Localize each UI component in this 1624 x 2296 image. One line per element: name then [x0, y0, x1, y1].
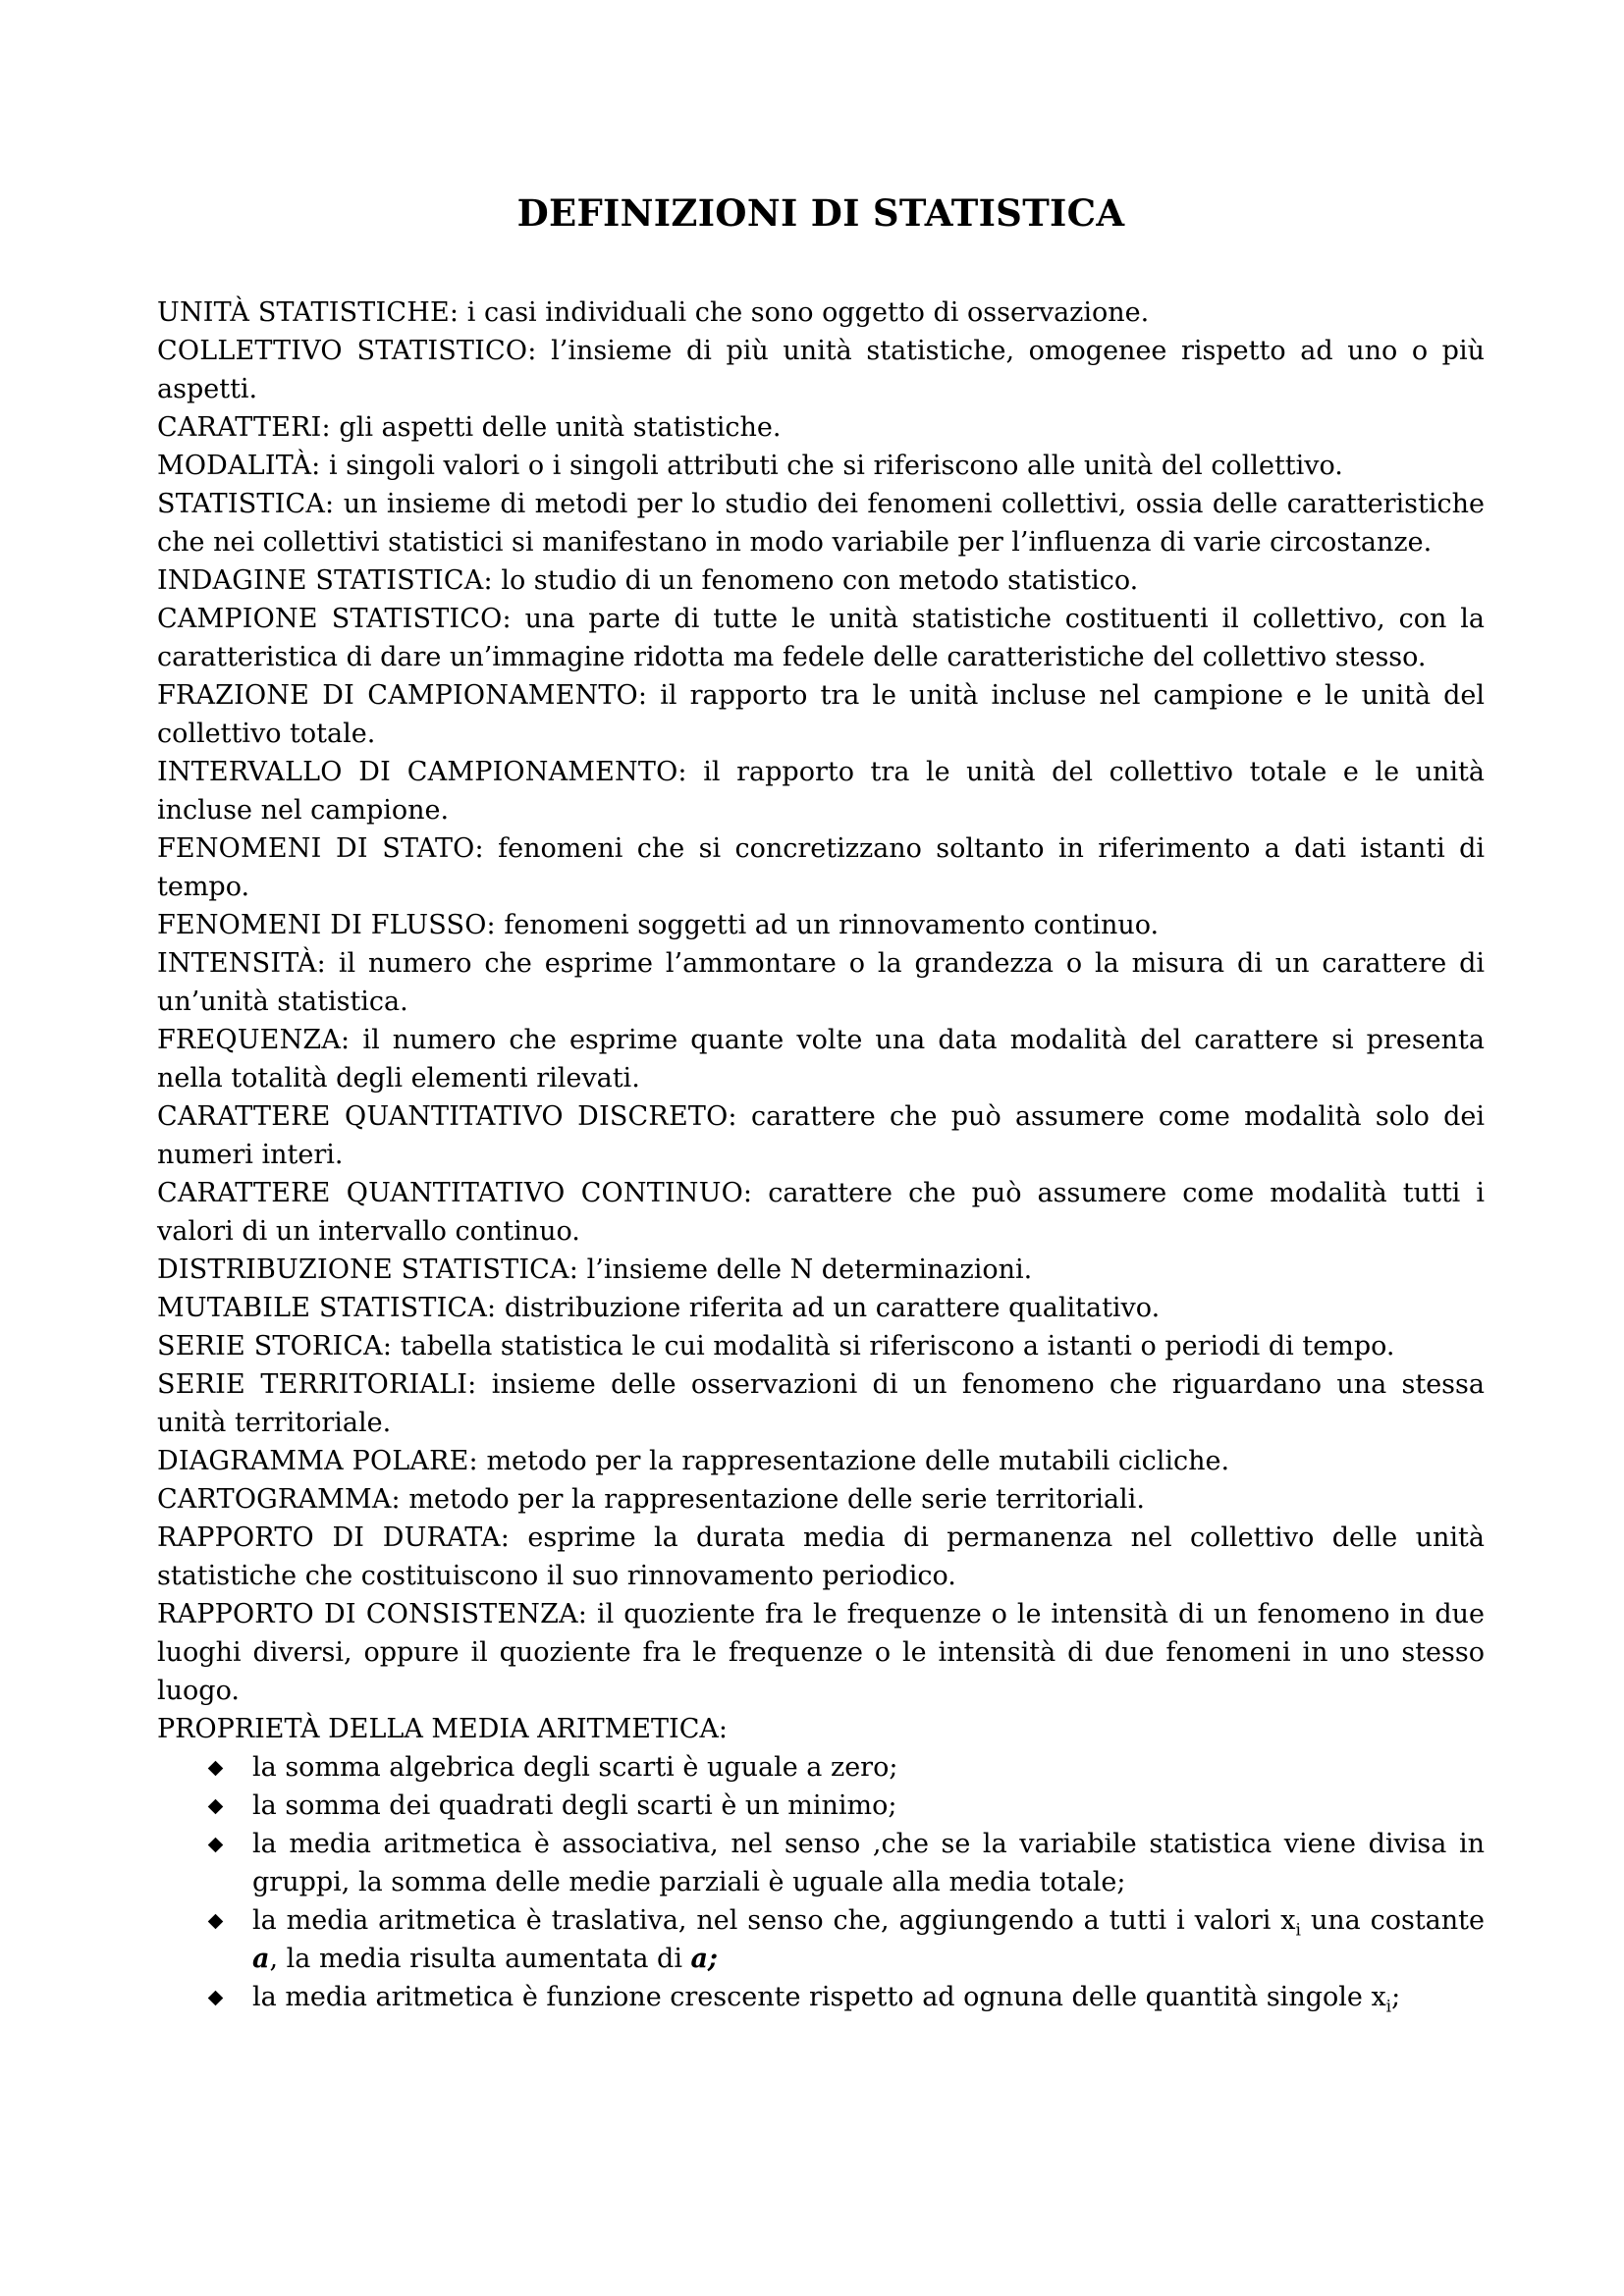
definition-item: [157, 332, 1485, 408]
definition-text: una parte di tutte le unità statistiche costituenti il collettivo, con la caratteristica di dare un’immagine ridotta ma fedele delle caratteristiche del collettivo stesso.: [157, 604, 1485, 673]
definition-term: DISTRIBUZIONE STATISTICA:: [157, 1255, 579, 1286]
definitions-list: [157, 294, 1485, 1710]
property-text: ;: [1391, 1982, 1401, 2013]
definition-item: [157, 829, 1485, 906]
definition-term: FREQUENZA:: [157, 1025, 351, 1056]
definition-text: il rapporto tra le unità incluse nel campione e le unità del collettivo totale.: [157, 680, 1485, 750]
definition-text: gli aspetti delle unità statistiche.: [330, 412, 782, 444]
property-text: la somma algebrica degli scarti è uguale a zero;: [252, 1752, 898, 1784]
definition-item: [157, 1289, 1485, 1327]
property-item: [252, 1978, 1485, 2016]
property-item: [252, 1825, 1485, 1901]
definition-term: INDAGINE STATISTICA:: [157, 565, 493, 597]
definition-item: [157, 1480, 1485, 1519]
definition-text: tabella statistica le cui modalità si riferiscono a istanti o periodi di tempo.: [392, 1331, 1395, 1362]
definition-term: FRAZIONE DI CAMPIONAMENTO:: [157, 680, 648, 712]
document-page: [157, 191, 1485, 2016]
property-item: [252, 1787, 1485, 1825]
diamond-bullet-icon: [208, 1761, 224, 1777]
definition-text: l’insieme di più unità statistiche, omogenee rispetto ad uno o più aspetti.: [157, 336, 1485, 405]
definition-term: DIAGRAMMA POLARE:: [157, 1446, 478, 1477]
definition-text: fenomeni soggetti ad un rinnovamento continuo.: [495, 910, 1160, 941]
subscript-index: i: [1385, 1997, 1392, 2017]
definition-item: [157, 294, 1485, 332]
definition-term: CARATTERE QUANTITATIVO CONTINUO:: [157, 1178, 753, 1209]
definition-item: [157, 1021, 1485, 1097]
definition-text: i casi individuali che sono oggetto di osservazione.: [459, 297, 1150, 329]
definition-item: [157, 485, 1485, 561]
definition-text: carattere che può assumere come modalità solo dei numeri interi.: [157, 1101, 1485, 1171]
definition-item: [157, 408, 1485, 447]
definition-term: INTENSITÀ:: [157, 948, 326, 980]
definition-item: [157, 1595, 1485, 1710]
definition-term: CARTOGRAMMA:: [157, 1484, 401, 1516]
definition-term: RAPPORTO DI DURATA:: [157, 1522, 511, 1554]
definition-text: carattere che può assumere come modalità tutti i valori di un intervallo continuo.: [157, 1178, 1485, 1248]
property-text: una costante: [1300, 1905, 1485, 1937]
property-text: la media aritmetica è funzione crescente rispetto ad ognuna delle quantità singole x: [252, 1982, 1386, 2013]
variable-a: a: [252, 1944, 270, 1975]
definition-term: FENOMENI DI FLUSSO:: [157, 910, 496, 941]
definition-item: [157, 1097, 1485, 1174]
subscript-index: i: [1295, 1920, 1301, 1941]
definition-text: i singoli valori o i singoli attributi che si riferiscono alle unità del collettivo.: [320, 451, 1343, 482]
diamond-bullet-icon: [208, 1799, 224, 1815]
definition-text: il quoziente fra le frequenze o le intensità di un fenomeno in due luoghi diversi, oppure il quoziente fra le frequenze o le intensità di due fenomeni in uno stesso luogo.: [157, 1599, 1485, 1707]
definition-text: esprime la durata media di permanenza nel collettivo delle unità statistiche che costituiscono il suo rinnovamento periodico.: [157, 1522, 1485, 1592]
definition-text: distribuzione riferita ad un carattere qualitativo.: [496, 1293, 1161, 1324]
property-item: [252, 1901, 1485, 1978]
definition-text: il numero che esprime quante volte una data modalità del carattere si presenta nella totalità degli elementi rilevati.: [157, 1025, 1485, 1095]
definition-term: CARATTERI:: [157, 412, 331, 444]
definition-text: insieme delle osservazioni di un fenomeno che riguardano una stessa unità territoriale.: [157, 1369, 1485, 1439]
definition-item: [157, 1519, 1485, 1595]
properties-heading: PROPRIETÀ DELLA MEDIA ARITMETICA:: [157, 1714, 728, 1745]
definition-term: RAPPORTO DI CONSISTENZA:: [157, 1599, 588, 1630]
definition-text: un insieme di metodi per lo studio dei fenomeni collettivi, ossia delle caratteristiche che nei collettivi statistici si manifestano in modo variabile per l’influenza di varie circostanze.: [157, 489, 1485, 559]
definition-term: MUTABILE STATISTICA:: [157, 1293, 497, 1324]
definition-term: SERIE STORICA:: [157, 1331, 393, 1362]
diamond-bullet-icon: [208, 1991, 224, 2006]
definition-item: [157, 1365, 1485, 1442]
definition-item: [157, 676, 1485, 753]
diamond-bullet-icon: [208, 1914, 224, 1930]
diamond-bullet-icon: [208, 1838, 224, 1853]
definition-term: SERIE TERRITORIALI:: [157, 1369, 477, 1401]
definition-item: [157, 561, 1485, 600]
definition-term: MODALITÀ:: [157, 451, 321, 482]
property-text: la media aritmetica è traslativa, nel senso che, aggiungendo a tutti i valori x: [252, 1905, 1296, 1937]
page-title: DEFINIZIONI DI STATISTICA: [516, 191, 1125, 235]
definition-term: INTERVALLO DI CAMPIONAMENTO:: [157, 757, 687, 788]
property-text: , la media risulta aumentata di: [269, 1944, 691, 1975]
definition-item: [157, 1327, 1485, 1365]
definition-text: il numero che esprime l’ammontare o la grandezza o la misura di un carattere di un’unità statistica.: [157, 948, 1485, 1018]
definition-item: [157, 600, 1485, 676]
definition-text: lo studio di un fenomeno con metodo statistico.: [492, 565, 1139, 597]
definition-item: [157, 906, 1485, 944]
definition-term: CAMPIONE STATISTICO:: [157, 604, 512, 635]
properties-list: [157, 1748, 1485, 2016]
definition-term: FENOMENI DI STATO:: [157, 833, 484, 865]
definition-text: metodo per la rappresentazione delle serie territoriali.: [400, 1484, 1145, 1516]
definition-item: [157, 944, 1485, 1021]
property-text: la somma dei quadrati degli scarti è un minimo;: [252, 1790, 897, 1822]
definition-text: fenomeni che si concretizzano soltanto in riferimento a dati istanti di tempo.: [157, 833, 1485, 903]
definition-term: COLLETTIVO STATISTICO:: [157, 336, 537, 367]
definition-text: metodo per la rappresentazione delle mutabili cicliche.: [477, 1446, 1230, 1477]
definition-item: [157, 1442, 1485, 1480]
variable-a: a;: [690, 1944, 719, 1975]
definition-text: il rapporto tra le unità del collettivo totale e le unità incluse nel campione.: [157, 757, 1485, 827]
definition-text: l’insieme delle N determinazioni.: [578, 1255, 1033, 1286]
property-item: [252, 1748, 1485, 1787]
definition-term: CARATTERE QUANTITATIVO DISCRETO:: [157, 1101, 737, 1133]
definition-item: [157, 753, 1485, 829]
definition-item: [157, 1174, 1485, 1251]
definition-item: [157, 1251, 1485, 1289]
definition-term: STATISTICA:: [157, 489, 335, 520]
property-text: la media aritmetica è associativa, nel senso ,che se la variabile statistica viene divisa in gruppi, la somma delle medie parziali è uguale alla media totale;: [252, 1829, 1485, 1898]
definition-term: UNITÀ STATISTICHE:: [157, 297, 460, 329]
definition-item: [157, 447, 1485, 485]
